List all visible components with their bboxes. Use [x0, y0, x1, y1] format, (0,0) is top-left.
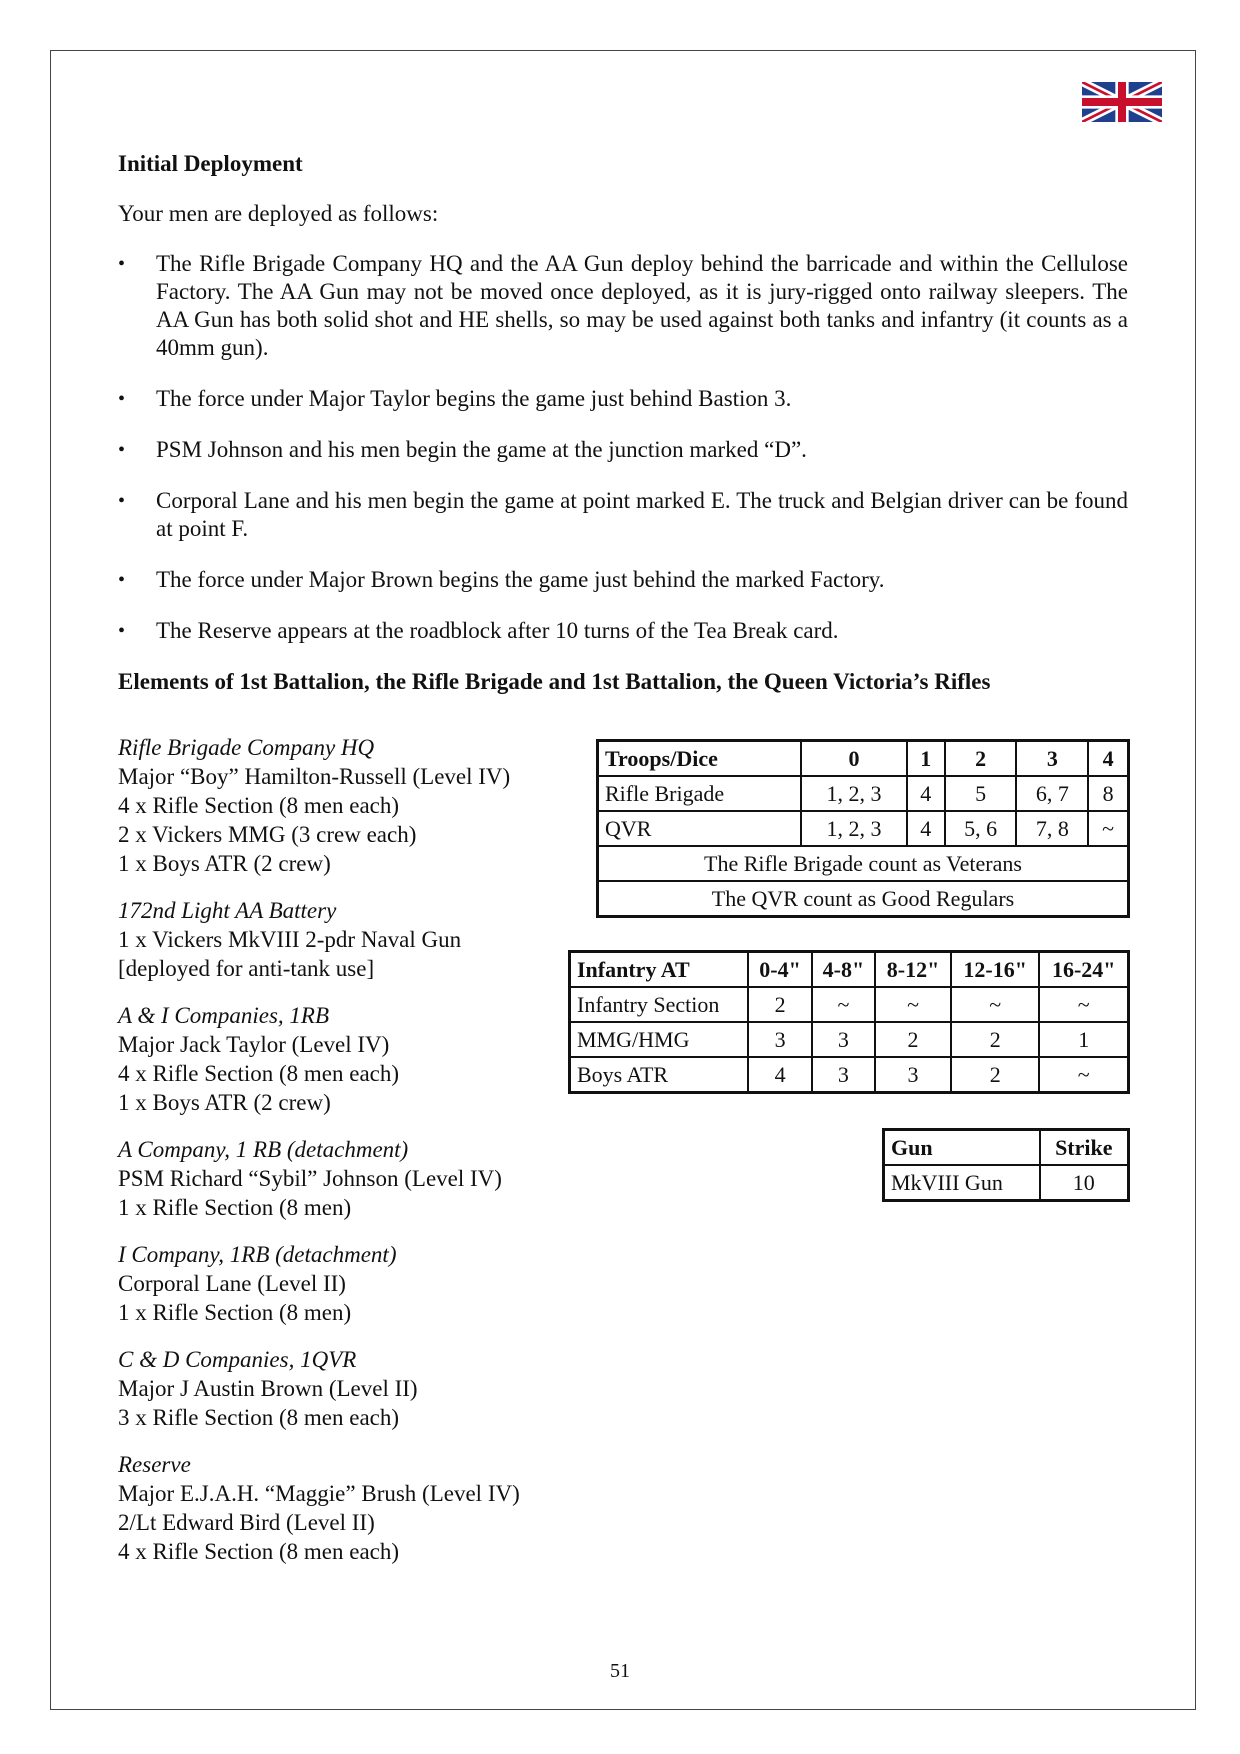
- gun-strike-table: [882, 1128, 1130, 1202]
- table-header-cell: 16-24": [1039, 952, 1128, 988]
- table-cell: MMG/HMG: [570, 1022, 749, 1057]
- table-cell: 5: [945, 776, 1017, 811]
- unit-line: 3 x Rifle Section (8 men each): [118, 1405, 400, 1430]
- table-row: [570, 987, 1129, 1022]
- table-cell: 3: [748, 1022, 811, 1057]
- list-item: • Corporal Lane and his men begin the game at point marked E. The truck and Belgian driver can be found at point F.: [118, 488, 1128, 542]
- table-header-row: [570, 952, 1129, 988]
- table-row: [570, 1057, 1129, 1093]
- table-header-cell: 8-12": [875, 952, 951, 988]
- forces-list: [118, 733, 588, 1584]
- table-cell: ~: [1088, 811, 1128, 846]
- table-cell: 3: [812, 1022, 875, 1057]
- table-cell: 2: [951, 1022, 1039, 1057]
- list-item: • The Reserve appears at the roadblock after 10 turns of the Tea Break card.: [118, 618, 839, 644]
- table-cell: 1: [1039, 1022, 1128, 1057]
- table-header-cell: Gun: [884, 1130, 1040, 1166]
- table-row: [570, 1022, 1129, 1057]
- page-number: 51: [610, 1660, 630, 1682]
- unit-line: 2 x Vickers MMG (3 crew each): [118, 822, 417, 847]
- table-cell: QVR: [598, 811, 802, 846]
- table-cell: Rifle Brigade: [598, 776, 802, 811]
- unit-block: [118, 733, 588, 878]
- main-content: [118, 150, 1128, 696]
- unit-name: Rifle Brigade Company HQ: [118, 735, 375, 760]
- table-cell: 1, 2, 3: [801, 811, 906, 846]
- table-header-cell: 4: [1088, 741, 1128, 777]
- section-heading: Initial Deployment: [118, 151, 303, 176]
- table-note-row: [598, 846, 1129, 881]
- table-cell: ~: [812, 987, 875, 1022]
- table-header-cell: 2: [945, 741, 1017, 777]
- unit-line: Major “Boy” Hamilton-Russell (Level IV): [118, 764, 511, 789]
- unit-block: [118, 1450, 588, 1566]
- list-item: • The Rifle Brigade Company HQ and the AA Gun deploy behind the barricade and within the Cellulose Factory. The AA Gun may not be moved once deployed, as it is jury-rigged onto railway sleepers. The AA Gun has both solid shot and HE shells, so may be used against both tanks and infantry (it counts as a 40mm gun).: [118, 251, 1128, 361]
- table-header-cell: 0: [801, 741, 906, 777]
- table-cell: 4: [748, 1057, 811, 1093]
- table-cell: 1, 2, 3: [801, 776, 906, 811]
- unit-name: I Company, 1RB (detachment): [118, 1242, 397, 1267]
- table-note: The Rifle Brigade count as Veterans: [598, 846, 1129, 881]
- table-cell: ~: [875, 987, 951, 1022]
- unit-line: Major Jack Taylor (Level IV): [118, 1032, 390, 1057]
- union-jack-icon: [1082, 82, 1162, 122]
- list-item: • The force under Major Taylor begins the game just behind Bastion 3.: [118, 386, 792, 412]
- unit-block: [118, 1135, 588, 1222]
- unit-name: C & D Companies, 1QVR: [118, 1347, 357, 1372]
- table-header-cell: Infantry AT: [570, 952, 749, 988]
- table-cell: 3: [875, 1057, 951, 1093]
- table-cell: 10: [1040, 1165, 1129, 1201]
- table-cell: 2: [748, 987, 811, 1022]
- intro-text: Your men are deployed as follows:: [118, 200, 439, 226]
- unit-name: A & I Companies, 1RB: [118, 1003, 330, 1028]
- unit-line: 1 x Boys ATR (2 crew): [118, 851, 331, 876]
- unit-line: 4 x Rifle Section (8 men each): [118, 1061, 400, 1086]
- table-header-row: [884, 1130, 1129, 1166]
- table-cell: Boys ATR: [570, 1057, 749, 1093]
- unit-line: Corporal Lane (Level II): [118, 1271, 346, 1296]
- unit-line: 1 x Boys ATR (2 crew): [118, 1090, 331, 1115]
- table-header-cell: 1: [907, 741, 945, 777]
- unit-line: 1 x Rifle Section (8 men): [118, 1195, 352, 1220]
- table-cell: ~: [951, 987, 1039, 1022]
- list-item: • The force under Major Brown begins the game just behind the marked Factory.: [118, 567, 885, 593]
- table-cell: 7, 8: [1016, 811, 1088, 846]
- unit-block: [118, 1345, 588, 1432]
- table-cell: 4: [907, 776, 945, 811]
- table-note-row: [598, 881, 1129, 917]
- unit-line: Major E.J.A.H. “Maggie” Brush (Level IV): [118, 1481, 520, 1506]
- table-cell: 3: [812, 1057, 875, 1093]
- table-cell: MkVIII Gun: [884, 1165, 1040, 1201]
- table-cell: Infantry Section: [570, 987, 749, 1022]
- unit-line: 4 x Rifle Section (8 men each): [118, 793, 400, 818]
- unit-block: [118, 1240, 588, 1327]
- list-item: • PSM Johnson and his men begin the game at the junction marked “D”.: [118, 437, 807, 463]
- table-cell: 2: [875, 1022, 951, 1057]
- table-row: [598, 811, 1129, 846]
- unit-line: PSM Richard “Sybil” Johnson (Level IV): [118, 1166, 502, 1191]
- table-cell: 2: [951, 1057, 1039, 1093]
- table-cell: 8: [1088, 776, 1128, 811]
- table-row: [884, 1165, 1129, 1201]
- table-cell: ~: [1039, 987, 1128, 1022]
- table-header-cell: 4-8": [812, 952, 875, 988]
- unit-name: 172nd Light AA Battery: [118, 898, 337, 923]
- unit-name: Reserve: [118, 1452, 191, 1477]
- unit-block: [118, 896, 588, 983]
- table-cell: 5, 6: [945, 811, 1017, 846]
- table-header-cell: Troops/Dice: [598, 741, 802, 777]
- unit-line: [deployed for anti-tank use]: [118, 956, 375, 981]
- unit-line: 1 x Rifle Section (8 men): [118, 1300, 352, 1325]
- unit-line: 4 x Rifle Section (8 men each): [118, 1539, 400, 1564]
- table-header-cell: 12-16": [951, 952, 1039, 988]
- unit-line: Major J Austin Brown (Level II): [118, 1376, 418, 1401]
- infantry-at-table: [568, 950, 1130, 1094]
- table-cell: 6, 7: [1016, 776, 1088, 811]
- elements-heading: Elements of 1st Battalion, the Rifle Brigade and 1st Battalion, the Queen Victoria’s Rifles: [118, 669, 991, 695]
- unit-name: A Company, 1 RB (detachment): [118, 1137, 409, 1162]
- table-header-cell: 3: [1016, 741, 1088, 777]
- troops-dice-table: [596, 739, 1130, 918]
- deployment-list: [118, 250, 1128, 645]
- unit-block: [118, 1001, 588, 1117]
- table-header-cell: Strike: [1040, 1130, 1129, 1166]
- table-cell: 4: [907, 811, 945, 846]
- table-cell: ~: [1039, 1057, 1128, 1093]
- unit-line: 2/Lt Edward Bird (Level II): [118, 1510, 375, 1535]
- unit-line: 1 x Vickers MkVIII 2-pdr Naval Gun: [118, 927, 462, 952]
- table-header-cell: 0-4": [748, 952, 811, 988]
- table-note: The QVR count as Good Regulars: [598, 881, 1129, 917]
- table-header-row: [598, 741, 1129, 777]
- table-row: [598, 776, 1129, 811]
